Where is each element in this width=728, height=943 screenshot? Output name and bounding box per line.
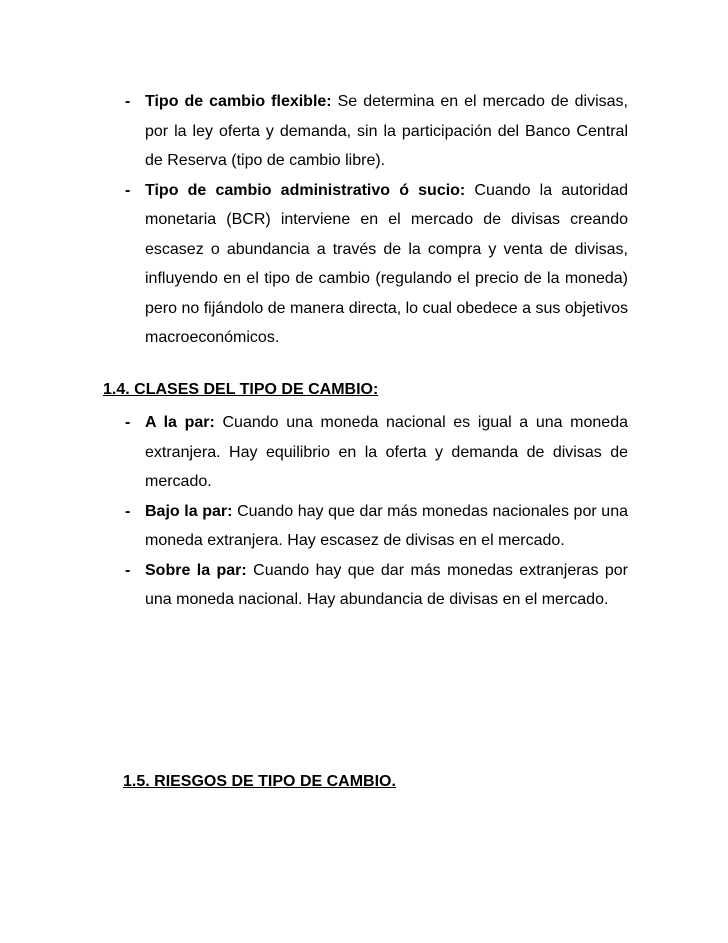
term-description: Cuando una moneda nacional es igual a una moneda extranjera. Hay equilibrio en la oferta y demanda de divisas de mercado. [145,414,628,490]
list-dash: - [125,414,131,431]
term-description: Cuando hay que dar más monedas extranjeras por una moneda nacional. Hay abundancia de divisas en el mercado. [145,561,628,608]
list-item-bajo-la-par [120,497,628,556]
list-item-sobre-la-par [120,556,628,615]
list-dash: - [125,502,131,520]
section-heading-1-4: 1.4. CLASES DEL TIPO DE CAMBIO: [103,381,379,398]
term-label: Sobre la par: [145,561,247,579]
list-item-flexible [120,87,628,176]
list-dash: - [125,93,131,110]
list-dash: - [125,561,131,579]
term-description: Se determina en el mercado de divisas, por la ley oferta y demanda, sin la participación del Banco Central de Reserva (tipo de cambio libre). [145,93,628,169]
list-dash: - [125,181,131,199]
exchange-rate-classes-list [120,408,628,615]
list-item-a-la-par [120,408,628,497]
term-label: A la par: [145,414,215,431]
term-description: Cuando la autoridad monetaria (BCR) interviene en el mercado de divisas creando escasez o abundancia a través de la compra y venta de divisas, influyendo en el tipo de cambio (regulando el precio de la moneda) pero no fijándolo de manera directa, lo cual obedece a sus objetivos macroeconómicos. [145,181,628,346]
term-label: Tipo de cambio flexible: [145,93,332,110]
list-item-administrative [120,176,628,353]
exchange-rate-types-list [120,87,628,353]
term-label: Bajo la par: [145,502,233,520]
term-label: Tipo de cambio administrativo ó sucio: [145,181,466,199]
term-description: Cuando hay que dar más monedas nacionales por una moneda extranjera. Hay escasez de divisas en el mercado. [145,502,628,549]
section-heading-1-5: 1.5. RIESGOS DE TIPO DE CAMBIO. [123,773,396,790]
